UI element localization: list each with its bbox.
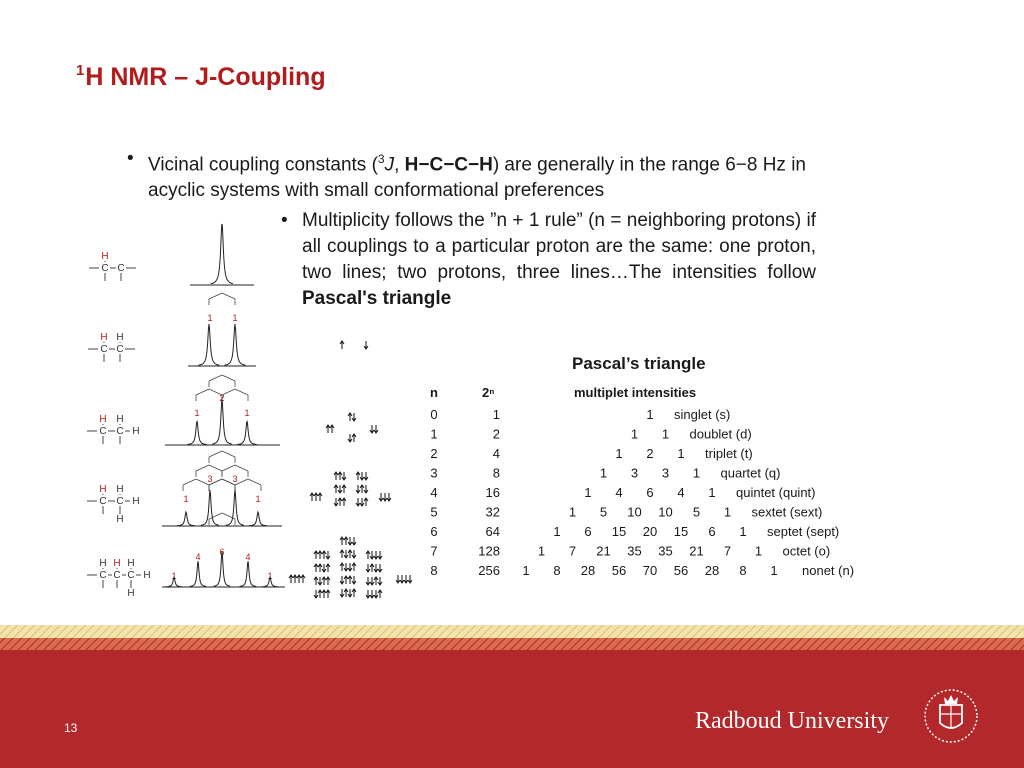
spin-arrow-icon [383,493,387,501]
atom-hydrogen: H [99,414,107,425]
spin-arrow-icon [352,576,356,584]
multiplet-name: septet (sept) [767,524,840,539]
atom-hydrogen: H [113,558,121,569]
spin-arrow-icon [334,485,338,493]
pascal-coefficient: 3 [661,465,670,481]
spin-arrow-icon [396,575,400,583]
spin-arrow-icon [366,577,370,585]
spin-arrow-icon [352,413,356,421]
multiplet-name: singlet (s) [674,407,731,422]
splitting-tree [209,465,222,471]
atom-hydrogen: H [127,558,135,569]
pascal-coefficient: 1 [770,563,778,578]
row-2n: 2 [492,426,500,442]
row-2n: 128 [478,543,500,559]
spin-arrow-icon [314,564,318,572]
multiplet-name: doublet (d) [689,426,752,442]
spin-arrow-icon [318,551,322,559]
quartet-peak [249,512,267,526]
spin-arrow-icon [342,472,346,480]
pascal-coefficient: 21 [689,543,704,559]
spin-arrow-icon [322,590,326,598]
spin-arrow-icon [408,575,412,583]
pascal-coefficient: 1 [553,524,561,539]
quintet-peak [190,561,207,586]
spin-arrow-icon [370,590,374,598]
row-n: 0 [430,407,438,422]
splitting-tree [222,375,235,381]
spin-arrow-icon [326,577,330,585]
spin-arrow-icon [342,485,346,493]
spin-arrow-icon [340,589,344,597]
b1-text-1: Vicinal coupling constants ( [148,154,378,176]
splitting-tree [222,465,235,471]
spin-arrow-icon [289,575,293,583]
pascal-coefficient: 1 [537,543,546,559]
splitting-tree [222,293,235,299]
peak-intensity-label: 1 [194,408,200,418]
pascal-triangle-table [420,345,880,590]
pascal-coefficient: 5 [599,504,608,520]
spin-arrow-icon [344,563,348,571]
splitting-tree [248,479,261,485]
quintet-peak [214,551,231,586]
splitting-tree [235,465,248,471]
splitting-tree [209,513,222,519]
row-n: 1 [430,426,438,442]
spin-arrow-icon [348,413,352,421]
spin-arrow-icon [340,550,344,558]
pascal-coefficient: 6 [584,524,592,539]
spin-arrow-icon [326,590,330,598]
spin-arrow-icon [314,590,318,598]
spin-arrow-icon [356,485,360,493]
b2-pascal: Pascal's triangle [302,288,452,309]
splitting-tree [209,451,222,457]
spin-arrow-icon [338,485,342,493]
spin-arrow-icon [356,472,360,480]
spin-arrow-icon [334,498,338,506]
spin-arrow-icon [356,498,360,506]
atom-hydrogen: H [116,484,124,495]
spin-arrow-icon [400,575,404,583]
atom-hydrogen: H [99,558,107,569]
row-n: 7 [430,543,438,559]
singlet-peak [211,224,233,284]
quintet-peak [262,577,279,587]
spin-arrow-icon [326,551,330,559]
spin-arrow-icon [340,576,344,584]
triplet-peak [237,422,257,445]
peak-intensity-label: 4 [195,552,201,562]
multiplet-name: nonet (n) [802,563,855,578]
pascal-coefficient: 1 [568,504,577,520]
pascal-coefficient: 7 [568,543,577,559]
row-2n: 256 [478,563,500,578]
pascal-coefficient: 10 [658,504,673,520]
spin-arrow-icon [366,551,370,559]
pascal-coefficient: 8 [553,563,561,578]
spin-arrow-icon [364,341,368,349]
slide-title [76,62,326,92]
peak-intensity-label: 1 [232,313,238,323]
row-2n: 8 [492,465,500,481]
row-n: 5 [430,504,438,520]
spin-arrow-icon [340,341,344,349]
atom-hydrogen: H [116,414,124,425]
pascal-coefficient: 28 [580,563,596,578]
row-2n: 16 [485,485,500,500]
spin-arrow-icon [352,589,356,597]
peak-intensity-label: 1 [183,494,189,504]
brand-name: Radboud University [695,708,889,734]
multiplet-name: sextet (sext) [751,504,823,520]
pascal-coefficient: 35 [658,543,673,559]
atom-carbon: C [99,426,107,437]
spin-arrow-icon [340,563,344,571]
spin-arrow-icon [322,551,326,559]
peak-intensity-label: 2 [219,393,225,403]
spin-arrow-icon [366,590,370,598]
pascal-coefficient: 5 [692,504,701,520]
quintet-peak [240,561,257,586]
b1-j: J [384,154,395,176]
spin-arrow-icon [338,472,342,480]
peak-intensity-label: 3 [207,474,213,484]
pascal-coefficient: 4 [677,485,685,500]
bullet-vicinal-coupling [127,146,828,204]
quartet-peak [201,490,219,525]
triplet-peak [212,400,232,444]
b1-superscript: 3 [377,152,385,166]
doublet-peak [199,324,220,365]
decorative-stripe [0,625,1024,650]
spin-arrow-icon [344,576,348,584]
spin-arrow-icon [326,425,330,433]
atom-hydrogen: H [100,332,108,343]
peak-intensity-label: 6 [219,547,225,557]
atom-hydrogen: H [101,251,109,262]
spin-arrow-icon [366,564,370,572]
spin-arrow-icon [326,564,330,572]
spin-arrow-icon [348,589,352,597]
spin-arrow-icon [314,577,318,585]
spin-arrow-icon [344,589,348,597]
atom-hydrogen: H [116,514,124,525]
peak-intensity-label: 1 [207,313,213,323]
b1-hcch: H−C−C−H [404,154,493,176]
pascal-title: Pascal’s triangle [572,354,706,373]
pascal-coefficient: 1 [708,485,716,500]
row-n: 6 [430,524,438,539]
spin-arrow-icon [379,493,383,501]
row-2n: 4 [492,446,500,461]
splitting-tree [235,389,248,395]
row-n: 8 [430,563,438,578]
spin-arrow-icon [387,493,391,501]
pascal-coefficient: 20 [642,524,658,539]
pascal-coefficient: 28 [704,563,720,578]
row-2n: 1 [492,407,500,422]
title-superscript: 1 [76,62,85,79]
spin-arrow-icon [318,564,322,572]
multiplet-name: triplet (t) [705,446,753,461]
pascal-coefficient: 1 [692,465,701,481]
spin-arrow-icon [360,498,364,506]
atom-hydrogen: H [99,484,107,495]
spin-arrow-icon [374,577,378,585]
pascal-coefficient: 1 [522,563,530,578]
atom-carbon: C [116,426,124,437]
bullet-marker: • [281,210,288,231]
pascal-coefficient: 35 [627,543,642,559]
page-number: 13 [64,721,78,735]
pascal-coefficient: 70 [642,563,658,578]
spin-arrow-icon [322,577,326,585]
molecule-structures [87,251,151,599]
pascal-coefficient: 1 [754,543,763,559]
spin-arrow-icon [348,576,352,584]
row-n: 2 [430,446,438,461]
atom-hydrogen: H [116,332,124,343]
atom-carbon: C [116,344,124,355]
title-text: H NMR – J-Coupling [85,63,326,91]
atom-hydrogen: H [132,426,140,437]
multiplet-name: quintet (quint) [736,485,816,500]
pascal-coefficient: 6 [708,524,716,539]
peak-intensity-label: 3 [232,474,238,484]
peak-intensity-label: 1 [255,494,261,504]
spin-arrow-diagrams [289,341,412,598]
splitting-tree [209,293,222,299]
atom-carbon: C [113,570,121,581]
spin-arrow-icon [340,537,344,545]
spin-arrow-icon [348,550,352,558]
spin-arrow-icon [378,577,382,585]
atom-hydrogen: H [132,496,140,507]
nmr-spectra [162,224,285,587]
spin-arrow-icon [322,564,326,572]
quintet-peak [166,577,183,587]
spin-arrow-icon [364,485,368,493]
pascal-coefficient: 15 [611,524,627,539]
pascal-coefficient: 7 [723,543,732,559]
b1-text-3: ) are generally in the range 6−8 Hz in acyclic systems with small conformational preferences [148,154,806,202]
atom-carbon: C [127,570,135,581]
atom-carbon: C [100,344,108,355]
spin-arrow-icon [301,575,305,583]
multiplet-name: octet (o) [782,543,831,559]
splitting-tree [196,465,209,471]
bullet-marker: • [127,148,134,169]
splitting-tree [222,451,235,457]
row-n: 3 [430,465,438,481]
splitting-tree [209,375,222,381]
pascal-coefficient: 1 [677,446,685,461]
spin-arrow-icon [314,551,318,559]
atom-carbon: C [117,263,125,274]
pascal-coefficient: 1 [615,446,623,461]
spin-arrow-icon [404,575,408,583]
spin-arrow-icon [374,425,378,433]
spin-arrow-icon [364,472,368,480]
spin-arrow-icon [342,498,346,506]
atom-carbon: C [101,263,109,274]
splitting-tree [196,389,209,395]
pascal-coefficient: 8 [739,563,747,578]
pascal-rows [430,407,854,578]
pascal-coefficient: 56 [673,563,689,578]
spin-arrow-icon [378,590,382,598]
pascal-coefficient: 4 [615,485,623,500]
spin-arrow-icon [370,577,374,585]
doublet-peak [225,324,246,365]
pascal-coefficient: 15 [673,524,689,539]
peak-intensity-label: 1 [267,571,273,581]
spin-arrow-icon [338,498,342,506]
pascal-coefficient: 1 [630,426,639,442]
peak-intensity-label: 4 [245,552,251,562]
pascal-coefficient: 3 [630,465,639,481]
spin-arrow-icon [314,493,318,501]
university-seal-icon [922,683,980,749]
spin-arrow-icon [348,434,352,442]
spin-arrow-icon [293,575,297,583]
pascal-coefficient: 21 [596,543,611,559]
spin-arrow-icon [352,537,356,545]
spin-arrow-icon [364,498,368,506]
spin-arrow-icon [348,563,352,571]
spin-arrow-icon [310,493,314,501]
atom-carbon: C [116,496,124,507]
spin-arrow-icon [318,577,322,585]
spin-arrow-icon [360,485,364,493]
spin-arrow-icon [348,537,352,545]
spin-arrow-icon [334,472,338,480]
peak-intensity-label: 1 [244,408,250,418]
col-header-intensities: multiplet intensities [574,385,697,400]
spin-arrow-icon [370,551,374,559]
pascal-coefficient: 2 [646,446,654,461]
spin-arrow-icon [370,425,374,433]
pascal-coefficient: 1 [739,524,747,539]
pascal-coefficient: 1 [661,426,670,442]
pascal-coefficient: 1 [584,485,592,500]
atom-hydrogen: H [127,588,135,599]
col-header-n: n [430,385,438,400]
nmr-splitting-diagram [70,215,430,635]
spin-arrow-icon [352,550,356,558]
pascal-coefficient: 1 [723,504,732,520]
spin-arrow-icon [374,551,378,559]
pascal-coefficient: 1 [599,465,608,481]
spin-arrow-icon [374,590,378,598]
quartet-peak [177,512,195,526]
col-header-2n: 2ⁿ [482,385,495,400]
peak-intensity-label: 1 [171,571,177,581]
spin-arrow-icon [378,551,382,559]
atom-carbon: C [99,570,107,581]
splitting-tree [183,479,196,485]
spin-arrow-icon [330,425,334,433]
triplet-peak [187,422,207,445]
multiplet-name: quartet (q) [720,465,781,481]
pascal-coefficient: 6 [646,485,654,500]
spin-arrow-icon [344,537,348,545]
row-2n: 64 [485,524,500,539]
b2-text: Multiplicity follows the ”n + 1 rule” (n = neighboring protons) if all couplings to a particular proton are the same: one proton, two lines; two protons, three lines…The intensities follow [302,210,816,283]
row-2n: 32 [485,504,500,520]
spin-arrow-icon [360,472,364,480]
spin-arrow-icon [378,564,382,572]
spin-arrow-icon [370,564,374,572]
spin-arrow-icon [352,434,356,442]
spin-arrow-icon [318,590,322,598]
pascal-coefficient: 56 [611,563,627,578]
spin-arrow-icon [344,550,348,558]
spin-arrow-icon [297,575,301,583]
atom-carbon: C [99,496,107,507]
pascal-coefficient: 10 [627,504,642,520]
atom-hydrogen: H [143,570,151,581]
pascal-coefficient: 1 [646,407,654,422]
b1-text-2: , [394,154,405,176]
spin-arrow-icon [352,563,356,571]
spin-arrow-icon [318,493,322,501]
spin-arrow-icon [374,564,378,572]
row-n: 4 [430,485,438,500]
